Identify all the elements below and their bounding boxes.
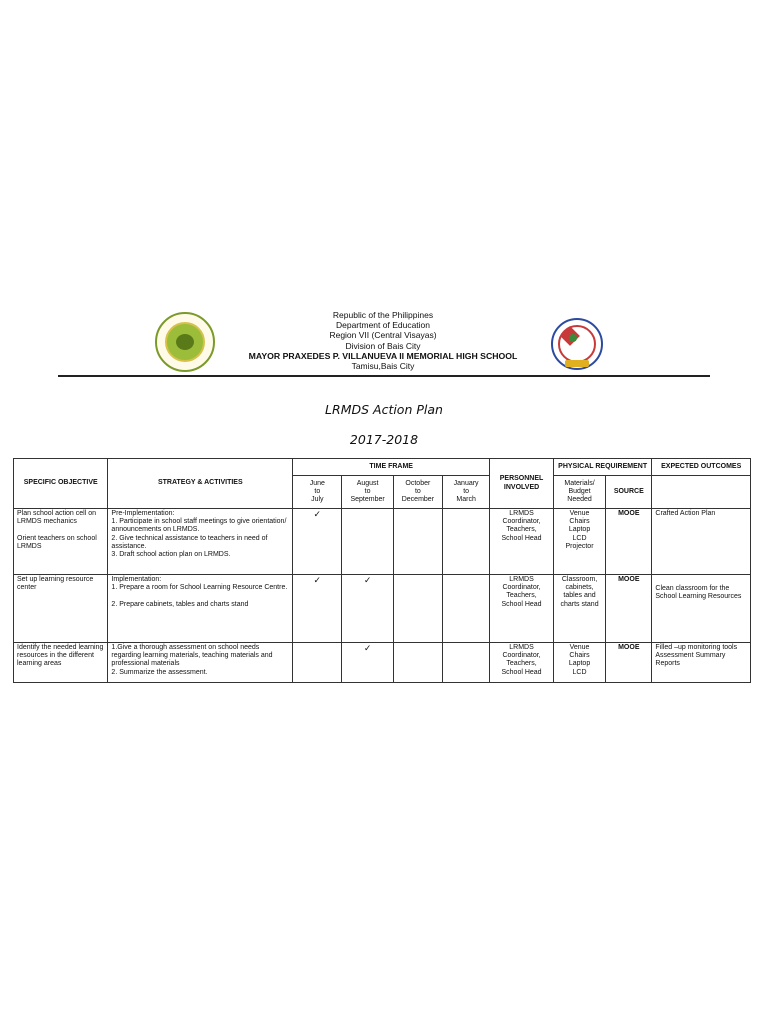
header-month: August to September [342,476,393,509]
letterhead-line: Republic of the Philippines [332,310,434,320]
check-cell [393,643,442,683]
outcomes-cell: Clean classroom for the School Learning Resources [652,575,751,643]
check-cell [443,509,490,575]
source-cell: MOOE [606,509,652,575]
personnel-cell: LRMDS Coordinator, Teachers, School Head [490,575,554,643]
deped-logo-icon [551,318,603,370]
materials-cell: Classroom, cabinets, tables and charts stand [553,575,605,643]
header-personnel: PERSONNEL INVOLVED [490,459,554,509]
personnel-cell: LRMDS Coordinator, Teachers, School Head [490,643,554,683]
objective-cell: Identify the needed learning resources in the different learning areas [14,643,108,683]
check-cell [393,575,442,643]
header-month: October to December [393,476,442,509]
check-cell [393,509,442,575]
header-outcomes-blank [652,476,751,509]
check-cell: ✓ [342,575,393,643]
check-cell [443,643,490,683]
school-seal-icon [155,312,215,372]
outcomes-cell: Crafted Action Plan [652,509,751,575]
letterhead-line: Division of Bais City [345,340,421,351]
header-expected-outcomes: EXPECTED OUTCOMES [652,459,751,476]
check-cell [342,509,393,575]
header-materials: Materials/ Budget Needed [553,476,605,509]
letterhead [0,300,768,378]
school-address: Tamisu,Bais City [351,361,415,372]
outcomes-cell: Filled –up monitoring tools Assessment Summary Reports [652,643,751,683]
check-cell [443,575,490,643]
source-cell: MOOE [606,643,652,683]
strategy-cell: 1.Give a thorough assessment on school needs regarding learning materials, teaching materials and professional materials 2. Summarize the assessment. [108,643,293,683]
materials-cell: Venue Chairs Laptop LCD [553,643,605,683]
school-name: MAYOR PRAXEDES P. VILLANUEVA II MEMORIAL HIGH SCHOOL [248,350,518,361]
document-year: 2017-2018 [349,432,419,447]
header-month: June to July [293,476,342,509]
source-cell: MOOE [606,575,652,643]
check-cell: ✓ [293,509,342,575]
check-cell [293,643,342,683]
header-physical-requirement: PHYSICAL REQUIREMENT [553,459,652,476]
letterhead-text [230,310,536,371]
table-row [14,575,751,643]
table-row [14,643,751,683]
action-plan-table [13,458,751,683]
check-cell: ✓ [342,643,393,683]
objective-cell: Set up learning resource center [14,575,108,643]
letterhead-divider [58,375,710,377]
personnel-cell: LRMDS Coordinator, Teachers, School Head [490,509,554,575]
header-month: January to March [443,476,490,509]
check-cell: ✓ [293,575,342,643]
objective-cell: Plan school action cell on LRMDS mechanics Orient teachers on school LRMDS [14,509,108,575]
strategy-cell: Implementation: 1. Prepare a room for School Learning Resource Centre. 2. Prepare cabinets, tables and charts stand [108,575,293,643]
table-row [14,509,751,575]
header-time-frame: TIME FRAME [293,459,490,476]
header-strategy: STRATEGY & ACTIVITIES [108,459,293,509]
materials-cell: Venue Chairs Laptop LCD Projector [553,509,605,575]
header-source: SOURCE [606,476,652,509]
header-objective: SPECIFIC OBJECTIVE [14,459,108,509]
strategy-cell: Pre-Implementation: 1. Participate in school staff meetings to give orientation/ announcements on LRMDS. 2. Give technical assistance to teachers in need of assistance. 3. Draft school action plan on LRMDS. [108,509,293,575]
letterhead-line: Region VII (Central Visayas) [329,330,437,341]
letterhead-line: Department of Education [335,320,431,331]
document-title: LRMDS Action Plan [325,402,443,417]
